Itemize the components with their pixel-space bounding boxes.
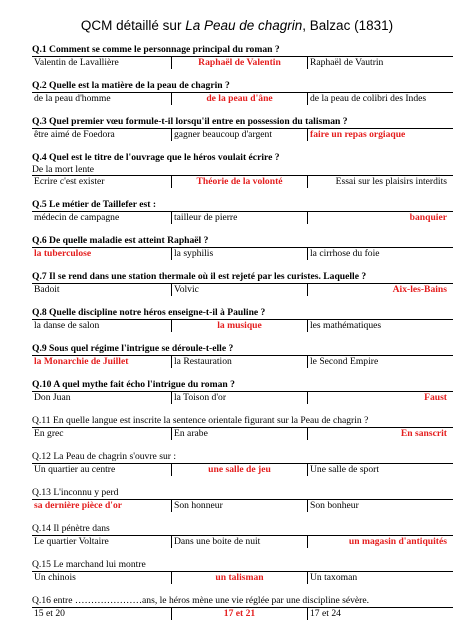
answer-option[interactable]: la cirrhose du foie: [310, 248, 380, 259]
question-text: Q.15 Le marchand lui montre: [32, 559, 146, 570]
options-row: [32, 319, 453, 332]
answer-option[interactable]: Essai sur les plaisirs interdits: [335, 176, 447, 187]
question-text: Q.3 Quel premier vœu formule-t-il lorsqu'il entre en possession du talisman ?: [32, 116, 348, 127]
question-6: [32, 235, 453, 260]
question-text: Q.11 En quelle langue est inscrite la sentence orientale figurant sur la Peau de chagrin ?: [32, 415, 369, 426]
options-row: [32, 499, 453, 512]
question-text: Q.5 Le métier de Taillefer est :: [32, 199, 157, 210]
question-text: Q.14 Il pénètre dans: [32, 523, 110, 534]
answer-option[interactable]: Badoit: [32, 284, 172, 296]
options-row: [32, 283, 453, 296]
answer-option[interactable]: la Restauration: [172, 356, 308, 368]
question-16: [32, 595, 453, 620]
answer-option[interactable]: Un taxoman: [310, 572, 358, 583]
question-14: [32, 523, 453, 548]
document-title: [0, 18, 474, 33]
answer-option[interactable]: Son bonheur: [310, 500, 359, 511]
options-row: [32, 247, 453, 260]
answer-option-correct[interactable]: la Monarchie de Juillet: [32, 356, 172, 368]
options-row: [32, 607, 453, 620]
answer-option-correct[interactable]: Raphaël de Valentin: [172, 57, 308, 69]
answer-option-correct[interactable]: banquier: [409, 212, 447, 223]
answer-option-correct[interactable]: Faust: [424, 392, 447, 403]
answer-option[interactable]: médecin de campagne: [32, 212, 172, 224]
answer-option-correct[interactable]: la musique: [172, 320, 308, 332]
answer-option-correct[interactable]: une salle de jeu: [172, 464, 308, 476]
question-2: [32, 80, 453, 105]
answer-option[interactable]: Don Juan: [32, 392, 172, 404]
answer-option[interactable]: Valentin de Lavallière: [32, 57, 172, 69]
options-row: [32, 463, 453, 476]
answer-option-correct[interactable]: la tuberculose: [32, 248, 172, 260]
question-text: Q.8 Quelle discipline notre héros enseigne-t-il à Pauline ?: [32, 307, 266, 318]
question-5: [32, 199, 453, 224]
question-text: Q.6 De quelle maladie est atteint Raphaël ?: [32, 235, 209, 246]
title-prefix: QCM détaillé sur: [80, 18, 186, 33]
question-text: Q.4 Quel est le titre de l'ouvrage que le héros voulait écrire ?: [32, 152, 280, 163]
answer-option[interactable]: les mathématiques: [310, 320, 382, 331]
answer-option[interactable]: la danse de salon: [32, 320, 172, 332]
question-text: Q.1 Comment se comme le personnage principal du roman ?: [32, 44, 280, 55]
answer-option-correct[interactable]: un magasin d'antiquités: [348, 536, 447, 547]
answer-option[interactable]: la syphilis: [172, 248, 308, 260]
answer-option[interactable]: Ecrire c'est exister: [32, 176, 172, 188]
question-text: Q.16 entre …………………ans, le héros mène une vie réglée par une discipline sévère.: [32, 595, 370, 606]
options-row: [32, 128, 453, 141]
answer-option[interactable]: 17 et 24: [310, 608, 341, 619]
answer-option[interactable]: Une salle de sport: [310, 464, 380, 475]
answer-option-correct[interactable]: un talisman: [172, 572, 308, 584]
options-row: [32, 535, 453, 548]
options-row: [32, 391, 453, 404]
answer-option[interactable]: 15 et 20: [32, 608, 172, 620]
question-8: [32, 307, 453, 332]
answer-option[interactable]: de la peau d'homme: [32, 93, 172, 105]
question-9: [32, 343, 453, 368]
question-3: [32, 116, 453, 141]
answer-option-correct[interactable]: 17 et 21: [172, 608, 308, 620]
answer-option[interactable]: En arabe: [172, 428, 308, 440]
title-italic: La Peau de chagrin: [185, 18, 303, 33]
answer-option[interactable]: Un quartier au centre: [32, 464, 172, 476]
answer-option[interactable]: Dans une boite de nuit: [172, 536, 308, 548]
options-row: [32, 427, 453, 440]
question-text: Q.13 L'inconnu y perd: [32, 487, 119, 498]
answer-option[interactable]: le Second Empire: [310, 356, 379, 367]
answer-option[interactable]: En grec: [32, 428, 172, 440]
options-row: [32, 92, 453, 105]
options-row: [32, 175, 453, 188]
answer-option-correct[interactable]: Aix-les-Bains: [392, 284, 447, 295]
answer-option-correct[interactable]: faire un repas orgiaque: [310, 129, 406, 140]
answer-option[interactable]: la Toison d'or: [172, 392, 308, 404]
questions-list: [32, 44, 453, 620]
answer-option[interactable]: Un chinois: [32, 572, 172, 584]
question-extra-text: De la mort lente: [32, 164, 95, 175]
answer-option-correct[interactable]: de la peau d'âne: [172, 93, 308, 105]
answer-option[interactable]: de la peau de colibri des Indes: [310, 93, 427, 104]
answer-option-correct[interactable]: Théorie de la volonté: [172, 176, 308, 188]
question-1: [32, 44, 453, 69]
question-12: [32, 451, 453, 476]
question-10: [32, 379, 453, 404]
question-4: [32, 152, 453, 188]
answer-option[interactable]: Raphaël de Vautrin: [310, 57, 384, 68]
answer-option[interactable]: Le quartier Voltaire: [32, 536, 172, 548]
question-text: Q.9 Sous quel régime l'intrigue se déroule-t-elle ?: [32, 343, 234, 354]
question-text: Q.2 Quelle est la matière de la peau de chagrin ?: [32, 80, 230, 91]
answer-option-correct[interactable]: sa dernière pièce d'or: [32, 500, 172, 512]
options-row: [32, 211, 453, 224]
answer-option[interactable]: tailleur de pierre: [172, 212, 308, 224]
answer-option[interactable]: Volvic: [172, 284, 308, 296]
question-text: Q.10 A quel mythe fait écho l'intrigue du roman ?: [32, 379, 235, 390]
question-11: [32, 415, 453, 440]
options-row: [32, 56, 453, 69]
question-13: [32, 487, 453, 512]
question-7: [32, 271, 453, 296]
answer-option[interactable]: être aimé de Foedora: [32, 129, 172, 141]
answer-option-correct[interactable]: En sanscrit: [400, 428, 447, 439]
title-suffix: , Balzac (1831): [302, 18, 394, 33]
answer-option[interactable]: gagner beaucoup d'argent: [172, 129, 308, 141]
question-text: Q.12 La Peau de chagrin s'ouvre sur :: [32, 451, 176, 462]
answer-option[interactable]: Son honneur: [172, 500, 308, 512]
question-text: Q.7 Il se rend dans une station thermale où il est rejeté par les curistes. Laquelle ?: [32, 271, 367, 282]
options-row: [32, 571, 453, 584]
question-15: [32, 559, 453, 584]
options-row: [32, 355, 453, 368]
